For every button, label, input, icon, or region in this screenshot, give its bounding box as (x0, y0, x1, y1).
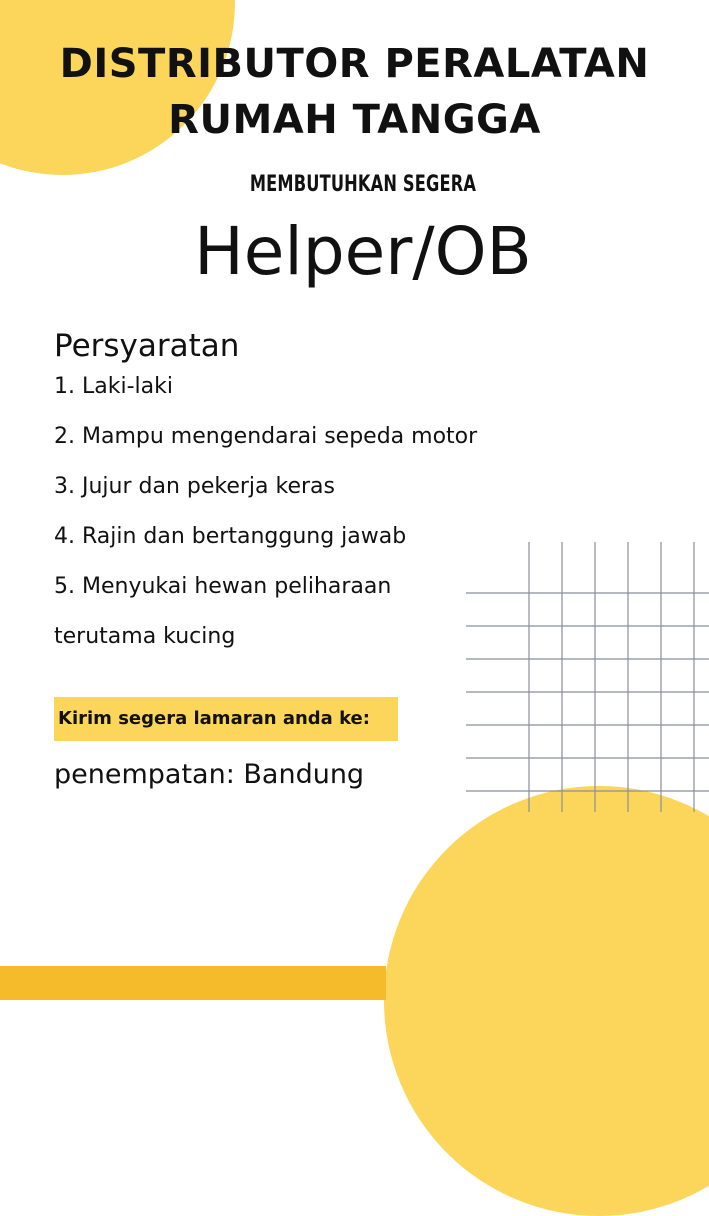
requirement-item: 2. Mampu mengendarai sepeda motor (54, 424, 478, 449)
requirement-item: terutama kucing (54, 624, 236, 649)
application-cta-text: Kirim segera lamaran anda ke: (58, 708, 370, 729)
requirement-item: 3. Jujur dan pekerja keras (54, 474, 335, 499)
requirement-item: 1. Laki-laki (54, 374, 173, 399)
requirements-list (54, 370, 477, 670)
decorative-circle-bottom (384, 786, 709, 1216)
job-position: Helper/OB (194, 213, 532, 290)
requirement-item: 4. Rajin dan bertanggung jawab (54, 524, 407, 549)
page-title-line-1: DISTRIBUTOR PERALATAN (59, 41, 650, 87)
hiring-kicker: MEMBUTUHKAN SEGERA (249, 172, 477, 197)
application-cta-banner (54, 697, 398, 741)
placement-location: penempatan: Bandung (54, 759, 365, 790)
decorative-grid (466, 542, 709, 812)
requirement-item: 5. Menyukai hewan peliharaan (54, 574, 392, 599)
requirements-heading: Persyaratan (54, 328, 240, 364)
page-title-line-2: RUMAH TANGGA (168, 97, 541, 143)
page-title (0, 36, 709, 148)
decorative-bottom-strip (0, 966, 386, 1000)
